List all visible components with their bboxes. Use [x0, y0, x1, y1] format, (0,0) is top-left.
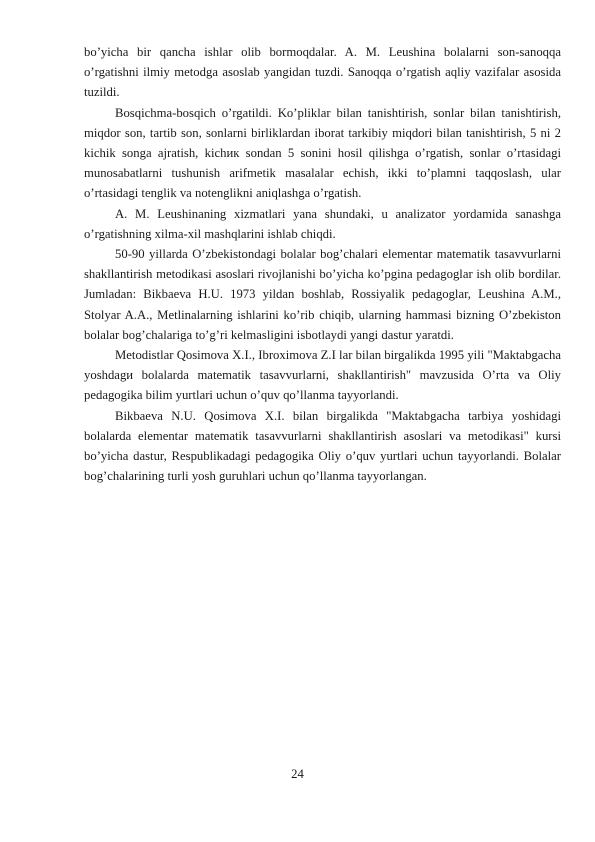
paragraph-continuation: bo’yicha bir qancha ishlar olib bormoqdalar. A. M. Leushina bolalarni son-sanoqqa o’rgatishni ilmiy metodga asoslab yangidan tuzdi. Sanoqqa o’rgatish aqliy vazifalar asosida tuzildi.	[84, 45, 561, 100]
paragraph-stages: Bosqichma-bosqich o’rgatildi. Ko’pliklar bilan tanishtirish, sonlar bilan tanishtirish, miqdor son, tartib son, sonlarni birliklardan iborat tarkibiy miqdori bilan tanishtirish, 5 ni 2 kichik songa ajratish, kichик sondan 5 sonini hosil qilishga o’rgatish, sonlar o’rtasidagi munosabatlarni tushunish arifmetik masalalar echish, ikki to’plamni taqqoslash, ular o’rtasidagi tenglik va notenglikni aniqlashga o’rgatish.	[84, 105, 561, 201]
paragraph-bikbaeva-program: Bikbaeva N.U. Qosimova X.I. bilan birgalikda "Maktabgacha tarbiya yoshidagi bolalarda elementar matematik tasavvurlarni shakllantirish asoslari va metodikasi" kursi bo’yicha dastur, Respublikadagi pedagogika Oliy o’quv yurtlari uchun tayyorlandi. Bolalar bog’chalarining turli yosh guruhlari uchun qo’llanma tayyorlangan.	[84, 408, 561, 484]
body-text	[84, 42, 561, 486]
page-number: 24	[291, 767, 304, 781]
paragraph-leushina-merits: A. M. Leushinaning xizmatlari yana shundaki, u analizator yordamida sanashga o’rgatishning xilma-xil mashqlarini ishlab chiqdi.	[84, 206, 561, 241]
paragraph-50-90-years: 50-90 yillarda O’zbekistondagi bolalar bog’chalari elementar matematik tasavvurlarni shakllantirish metodikasi asoslari rivojlanishi bo’yicha ko’pgina pedagoglar ish olib bordilar. Jumladan: Bikbaeva H.U. 1973 yildan boshlab, Rossiyalik pedagoglar, Leushina A.M., Stolyar A.A., Metlinalarning ishlarini ko’rib chiqib, ularning hammasi bizning O’zbekiston bolalar bog’chalariga to’g’ri kelmasligini isbotlaydi yangi dastur yaratdi.	[84, 247, 561, 342]
paragraph-methodists: Metodistlar Qosimova X.I., Ibroximova Z.I lar bilan birgalikda 1995 yili "Maktabgacha yoshdagи bolalarda matematik tasavvurlarni, shakllantirish" mavzusida O’rta va Oliy pedagogika bilim yurtlari uchun o’quv qo’llanma tayyorlandi.	[84, 348, 561, 403]
